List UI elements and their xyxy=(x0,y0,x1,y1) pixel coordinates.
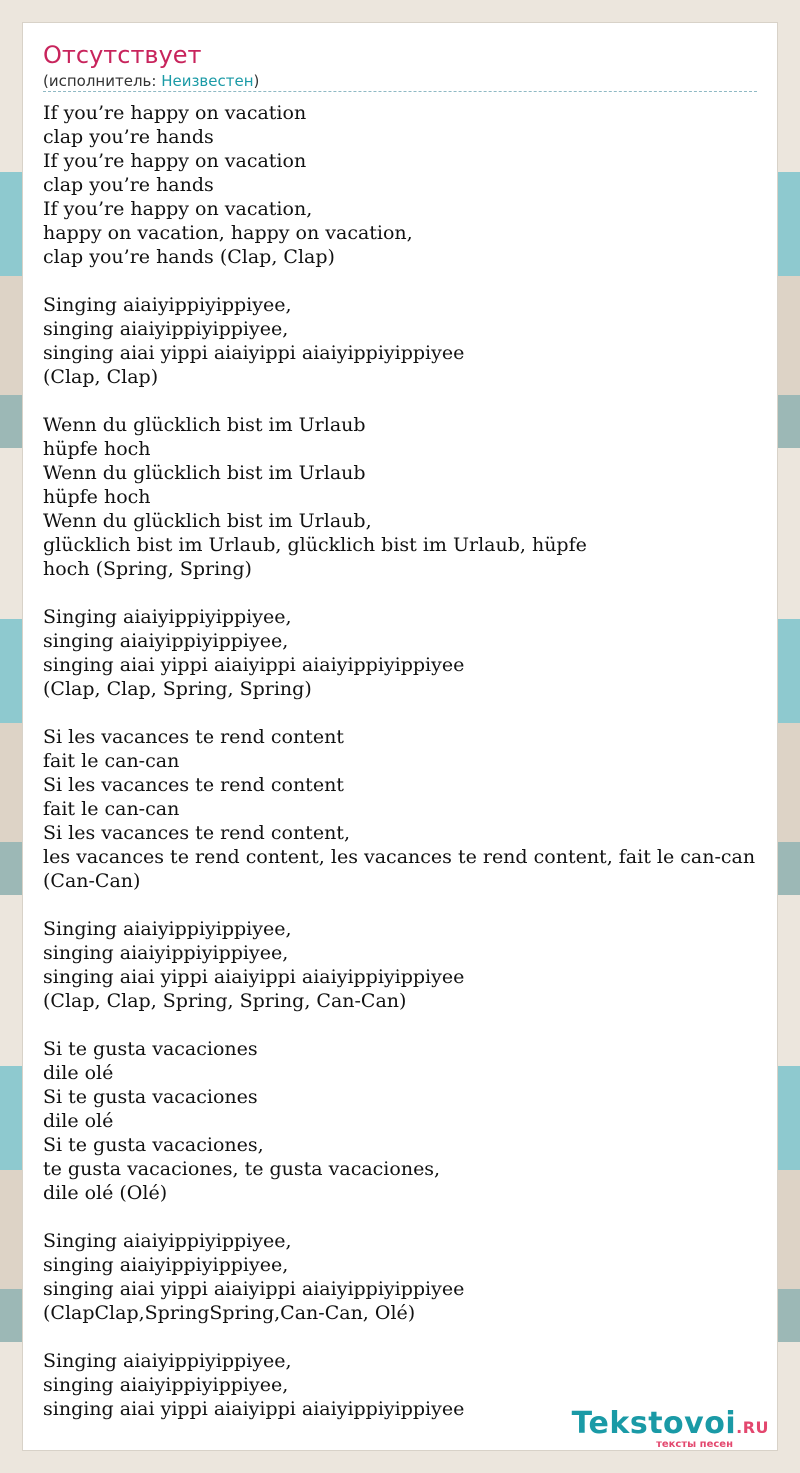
lyric-line: singing aiai yippi aiaiyippi aiaiyippiyippiyee xyxy=(43,966,465,988)
lyric-line: Si te gusta vacaciones xyxy=(43,1038,258,1060)
title-divider xyxy=(43,91,757,92)
lyric-line xyxy=(43,701,755,725)
lyrics-card xyxy=(22,22,778,1451)
lyric-line xyxy=(43,389,755,413)
lyric-line: Singing aiaiyippiyippiyee, xyxy=(43,606,292,628)
lyric-line: les vacances te rend content, les vacances te rend content, fait le can-can xyxy=(43,846,756,868)
lyric-line xyxy=(43,1205,755,1229)
lyric-line: singing aiai yippi aiaiyippi aiaiyippiyippiyee xyxy=(43,1398,465,1420)
lyric-line: (Clap, Clap) xyxy=(43,366,159,388)
logo-name: Tekstovoi xyxy=(571,1406,737,1441)
lyric-line: If you’re happy on vacation xyxy=(43,150,307,172)
lyric-line: hüpfe hoch xyxy=(43,486,151,508)
lyric-line: Singing aiaiyippiyippiyee, xyxy=(43,294,292,316)
lyric-line: happy on vacation, happy on vacation, xyxy=(43,222,413,244)
lyric-line: singing aiaiyippiyippiyee, xyxy=(43,1374,289,1396)
lyric-line: fait le can-can xyxy=(43,750,180,772)
lyric-line: dile olé xyxy=(43,1110,114,1132)
lyric-line: Si les vacances te rend content, xyxy=(43,822,350,844)
lyric-line: Wenn du glücklich bist im Urlaub xyxy=(43,414,366,436)
lyric-line: clap you’re hands xyxy=(43,174,214,196)
logo-tagline: тексты песен xyxy=(656,1439,733,1450)
lyric-line: Wenn du glücklich bist im Urlaub xyxy=(43,462,366,484)
lyric-line: dile olé xyxy=(43,1062,114,1084)
lyric-line: Singing aiaiyippiyippiyee, xyxy=(43,1350,292,1372)
lyric-line: singing aiaiyippiyippiyee, xyxy=(43,1254,289,1276)
site-logo[interactable] xyxy=(572,1407,769,1450)
artist-suffix: ) xyxy=(253,72,260,90)
lyric-line: clap you’re hands xyxy=(43,126,214,148)
logo-tld: .RU xyxy=(736,1418,769,1437)
lyric-line: Si te gusta vacaciones, xyxy=(43,1134,264,1156)
lyric-line xyxy=(43,269,755,293)
lyric-line: dile olé (Olé) xyxy=(43,1182,168,1204)
lyric-line: If you’re happy on vacation xyxy=(43,102,307,124)
lyric-line: (Clap, Clap, Spring, Spring) xyxy=(43,678,312,700)
lyric-line: Si te gusta vacaciones xyxy=(43,1086,258,1108)
lyric-line: singing aiai yippi aiaiyippi aiaiyippiyippiyee xyxy=(43,1278,465,1300)
lyric-line: singing aiaiyippiyippiyee, xyxy=(43,318,289,340)
lyric-line: Singing aiaiyippiyippiyee, xyxy=(43,918,292,940)
lyric-line: fait le can-can xyxy=(43,798,180,820)
lyric-line: (Can-Can) xyxy=(43,870,141,892)
artist-prefix: (исполнитель: xyxy=(43,72,162,90)
lyric-line: Wenn du glücklich bist im Urlaub, xyxy=(43,510,372,532)
lyric-line: hüpfe hoch xyxy=(43,438,151,460)
lyrics-text xyxy=(43,101,755,1421)
artist-line xyxy=(43,72,259,90)
lyric-line xyxy=(43,1325,755,1349)
lyric-line: singing aiai yippi aiaiyippi aiaiyippiyippiyee xyxy=(43,654,465,676)
lyric-line: singing aiaiyippiyippiyee, xyxy=(43,630,289,652)
lyric-line: clap you’re hands (Clap, Clap) xyxy=(43,246,335,268)
lyric-line: glücklich bist im Urlaub, glücklich bist im Urlaub, hüpfe xyxy=(43,534,587,556)
lyric-line: Si les vacances te rend content xyxy=(43,726,344,748)
lyric-line xyxy=(43,581,755,605)
lyric-line: singing aiai yippi aiaiyippi aiaiyippiyippiyee xyxy=(43,342,465,364)
lyric-line: (ClapClap,SpringSpring,Can-Can, Olé) xyxy=(43,1302,416,1324)
lyric-line: singing aiaiyippiyippiyee, xyxy=(43,942,289,964)
page-title: Отсутствует xyxy=(43,41,202,69)
lyric-line: If you’re happy on vacation, xyxy=(43,198,313,220)
lyric-line xyxy=(43,893,755,917)
lyric-line: (Clap, Clap, Spring, Spring, Can-Can) xyxy=(43,990,407,1012)
lyric-line: hoch (Spring, Spring) xyxy=(43,558,252,580)
artist-link[interactable]: Неизвестен xyxy=(161,72,254,90)
lyric-line: te gusta vacaciones, te gusta vacaciones, xyxy=(43,1158,441,1180)
lyric-line: Si les vacances te rend content xyxy=(43,774,344,796)
lyric-line: Singing aiaiyippiyippiyee, xyxy=(43,1230,292,1252)
lyric-line xyxy=(43,1013,755,1037)
